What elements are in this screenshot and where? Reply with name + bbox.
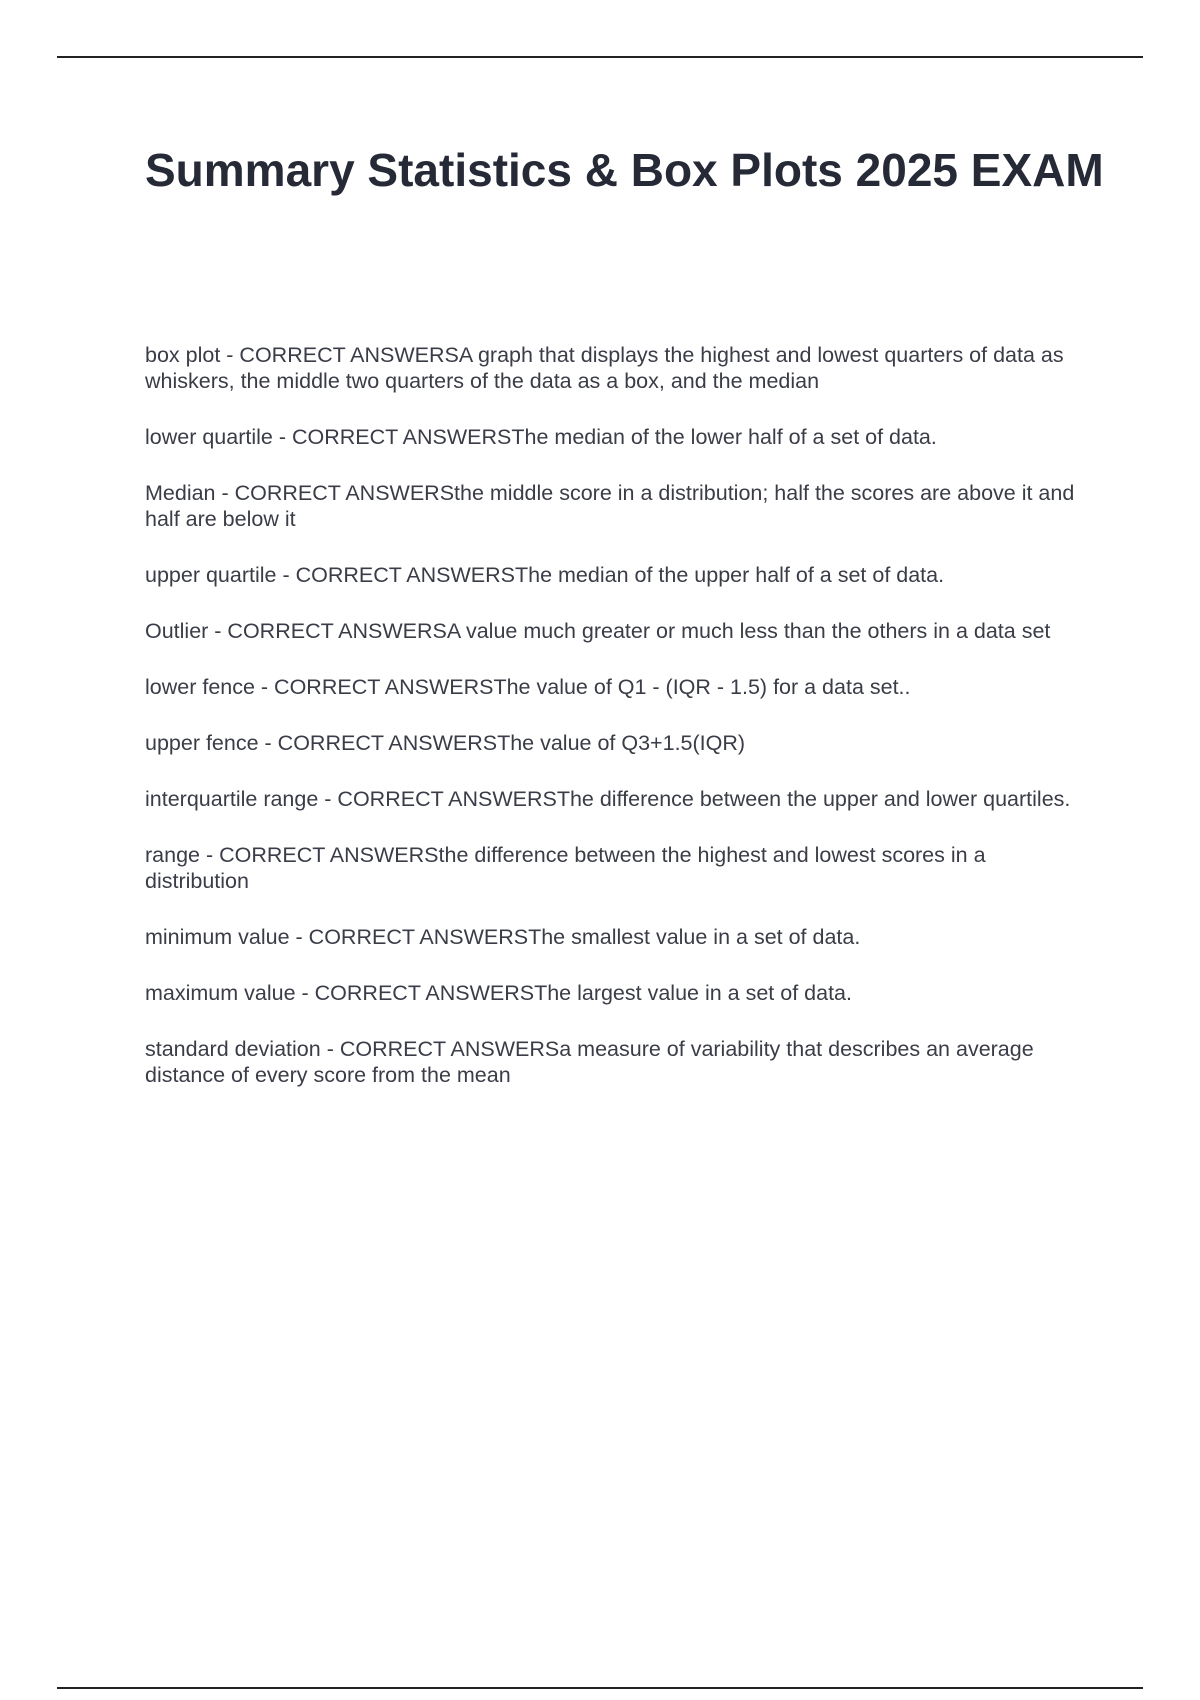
entry-separator: - CORRECT ANSWERS (220, 343, 459, 367)
list-item (145, 980, 1095, 1006)
list-item (145, 1036, 1095, 1088)
entry-term: upper fence (145, 731, 259, 755)
list-item (145, 424, 1095, 450)
entry-term: maximum value (145, 981, 296, 1005)
top-rule (57, 56, 1143, 58)
entry-answer: The smallest value in a set of data. (528, 925, 861, 949)
entry-answer: A value much greater or much less than the others in a data set (446, 619, 1051, 643)
entry-separator: - CORRECT ANSWERS (318, 787, 557, 811)
entry-answer: The value of Q1 - (IQR - 1.5) for a data set.. (493, 675, 911, 699)
entry-answer: The value of Q3+1.5(IQR) (497, 731, 746, 755)
entry-term: minimum value (145, 925, 290, 949)
entry-answer: The largest value in a set of data. (534, 981, 852, 1005)
list-item (145, 924, 1095, 950)
entry-answer: A graph that displays the highest and lowest quarters of data as whiskers, the middle two quarters of the data as a box, and the median (145, 343, 1064, 393)
entry-separator: - CORRECT ANSWERS (272, 425, 512, 449)
list-item (145, 786, 1095, 812)
entry-separator: - CORRECT ANSWERS (289, 925, 529, 949)
entry-answer: a measure of variability that describes an average distance of every score from the mean (145, 1037, 1034, 1087)
entry-term: lower quartile (145, 425, 273, 449)
entry-separator: - CORRECT ANSWERS (254, 675, 494, 699)
entry-answer: The difference between the upper and lower quartiles. (556, 787, 1071, 811)
entry-separator: - CORRECT ANSWERS (295, 981, 535, 1005)
entry-separator: - CORRECT ANSWERS (200, 843, 439, 867)
entry-term: range (145, 843, 200, 867)
list-item (145, 618, 1095, 644)
list-item (145, 730, 1095, 756)
list-item (145, 342, 1095, 394)
entry-separator: - CORRECT ANSWERS (320, 1037, 560, 1061)
bottom-rule (57, 1687, 1143, 1689)
list-item (145, 842, 1095, 894)
entry-answer: The median of the lower half of a set of data. (511, 425, 937, 449)
flashcard-list (145, 342, 1095, 1118)
entry-term: standard deviation (145, 1037, 321, 1061)
list-item (145, 674, 1095, 700)
entry-separator: - CORRECT ANSWERS (276, 563, 515, 587)
entry-answer: the middle score in a distribution; half the scores are above it and half are below it (145, 481, 1075, 531)
entry-separator: - CORRECT ANSWERS (215, 481, 455, 505)
entry-answer: the difference between the highest and lowest scores in a distribution (145, 843, 986, 893)
list-item (145, 562, 1095, 588)
page-title: Summary Statistics & Box Plots 2025 EXAM (145, 144, 1104, 196)
entry-term: Median (145, 481, 216, 505)
entry-term: upper quartile (145, 563, 277, 587)
entry-answer: The median of the upper half of a set of data. (515, 563, 945, 587)
entry-term: lower fence (145, 675, 255, 699)
entry-separator: - CORRECT ANSWERS (258, 731, 498, 755)
entry-separator: - CORRECT ANSWERS (208, 619, 447, 643)
entry-term: Outlier (145, 619, 209, 643)
entry-term: box plot (145, 343, 221, 367)
entry-term: interquartile range (145, 787, 319, 811)
list-item (145, 480, 1095, 532)
